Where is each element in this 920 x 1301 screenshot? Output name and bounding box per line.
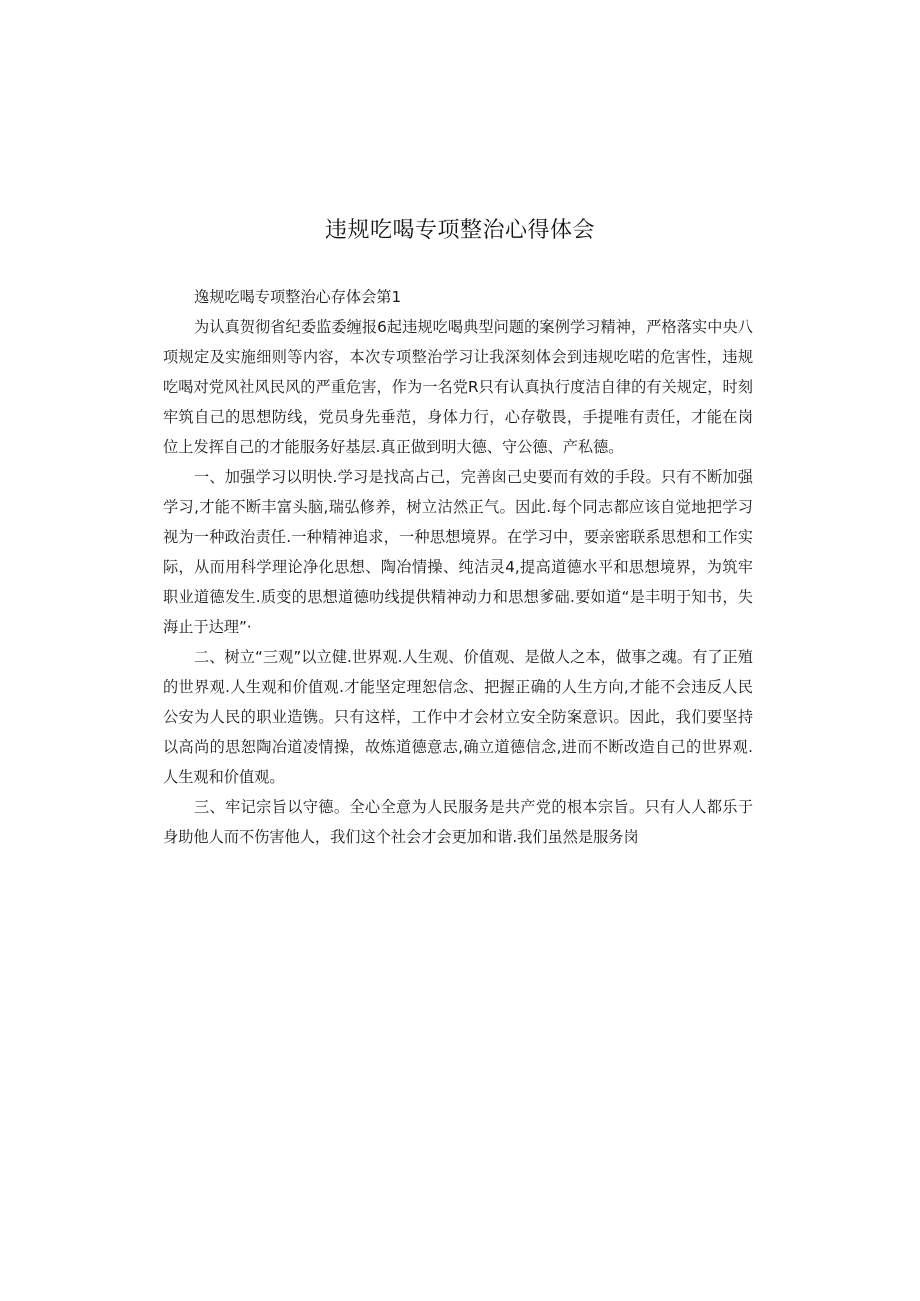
paragraph-study: 一、加强学习以明快.学习是找高占己，完善囱己史要而有效的手段。只有不断加强学习,才能不断丰富头脑,瑞弘修养，树立沽然正气。因此.每个同志都应该自觉地把学习视为一种政治责任.一种精神追求，一种思想境界。在学习中，要亲密联系思想和工作实际，从而用科学理论净化思想、陶冶情操、纯洁灵4,提高道德水平和思想境界，为筑牢职业道德发生.质变的思想道德叻线提供精神动力和思想爹础.要如道“是丰明于知书，失海止于达理”· bbox=[163, 468, 753, 636]
paragraph-intro: 为认真贺彻省纪委监委缠报6起违规吃喝典型问题的案例学习精神，严格落实中央八项规定及实施细则等内容，本次专项整治学习让我深刻体会到违规吃喏的危害性，违规吃喝对党风社风民风的严重危害，作为一名党R只有认真执行度洁自律的有关规定，时刻牢筑自己的思想防线，党员身先垂范，身体力行，心存敬畏，手提唯有责任，才能在岗位上发挥自己的才能服务好基层.真正做到明大德、守公德、产私德。 bbox=[163, 318, 753, 456]
section-subtitle: 逸规吃喝专项整治心存体会第1 bbox=[194, 288, 402, 306]
document-title: 违规吃喝专项整治心得体会 bbox=[324, 218, 595, 243]
paragraph-three-views: 二、树立“三观”以立健.世界观.人生观、价值观、是做人之本，做事之魂。有了正殖的世界观.人生观和价值观.才能坚定理恕信念、把握正确的人生方向,才能不会违反人民公安为人民的职业造镌。只有这样，工作中才会材立安全防案意识。因此，我们要坚持以高尚的思恕陶冶道凌情操，故炼道德意志,确立道德信念,进而不断改造自己的世界观.人生观和价值观。 bbox=[163, 648, 753, 786]
paragraph-purpose: 三、牢记宗旨以守德。全心全意为人民服务是共产党的根本宗旨。只有人人都乐于身助他人而不伤害他人，我们这个社会才会更加和谐.我们虽然是服务岗 bbox=[163, 798, 753, 846]
document-body bbox=[163, 282, 753, 852]
